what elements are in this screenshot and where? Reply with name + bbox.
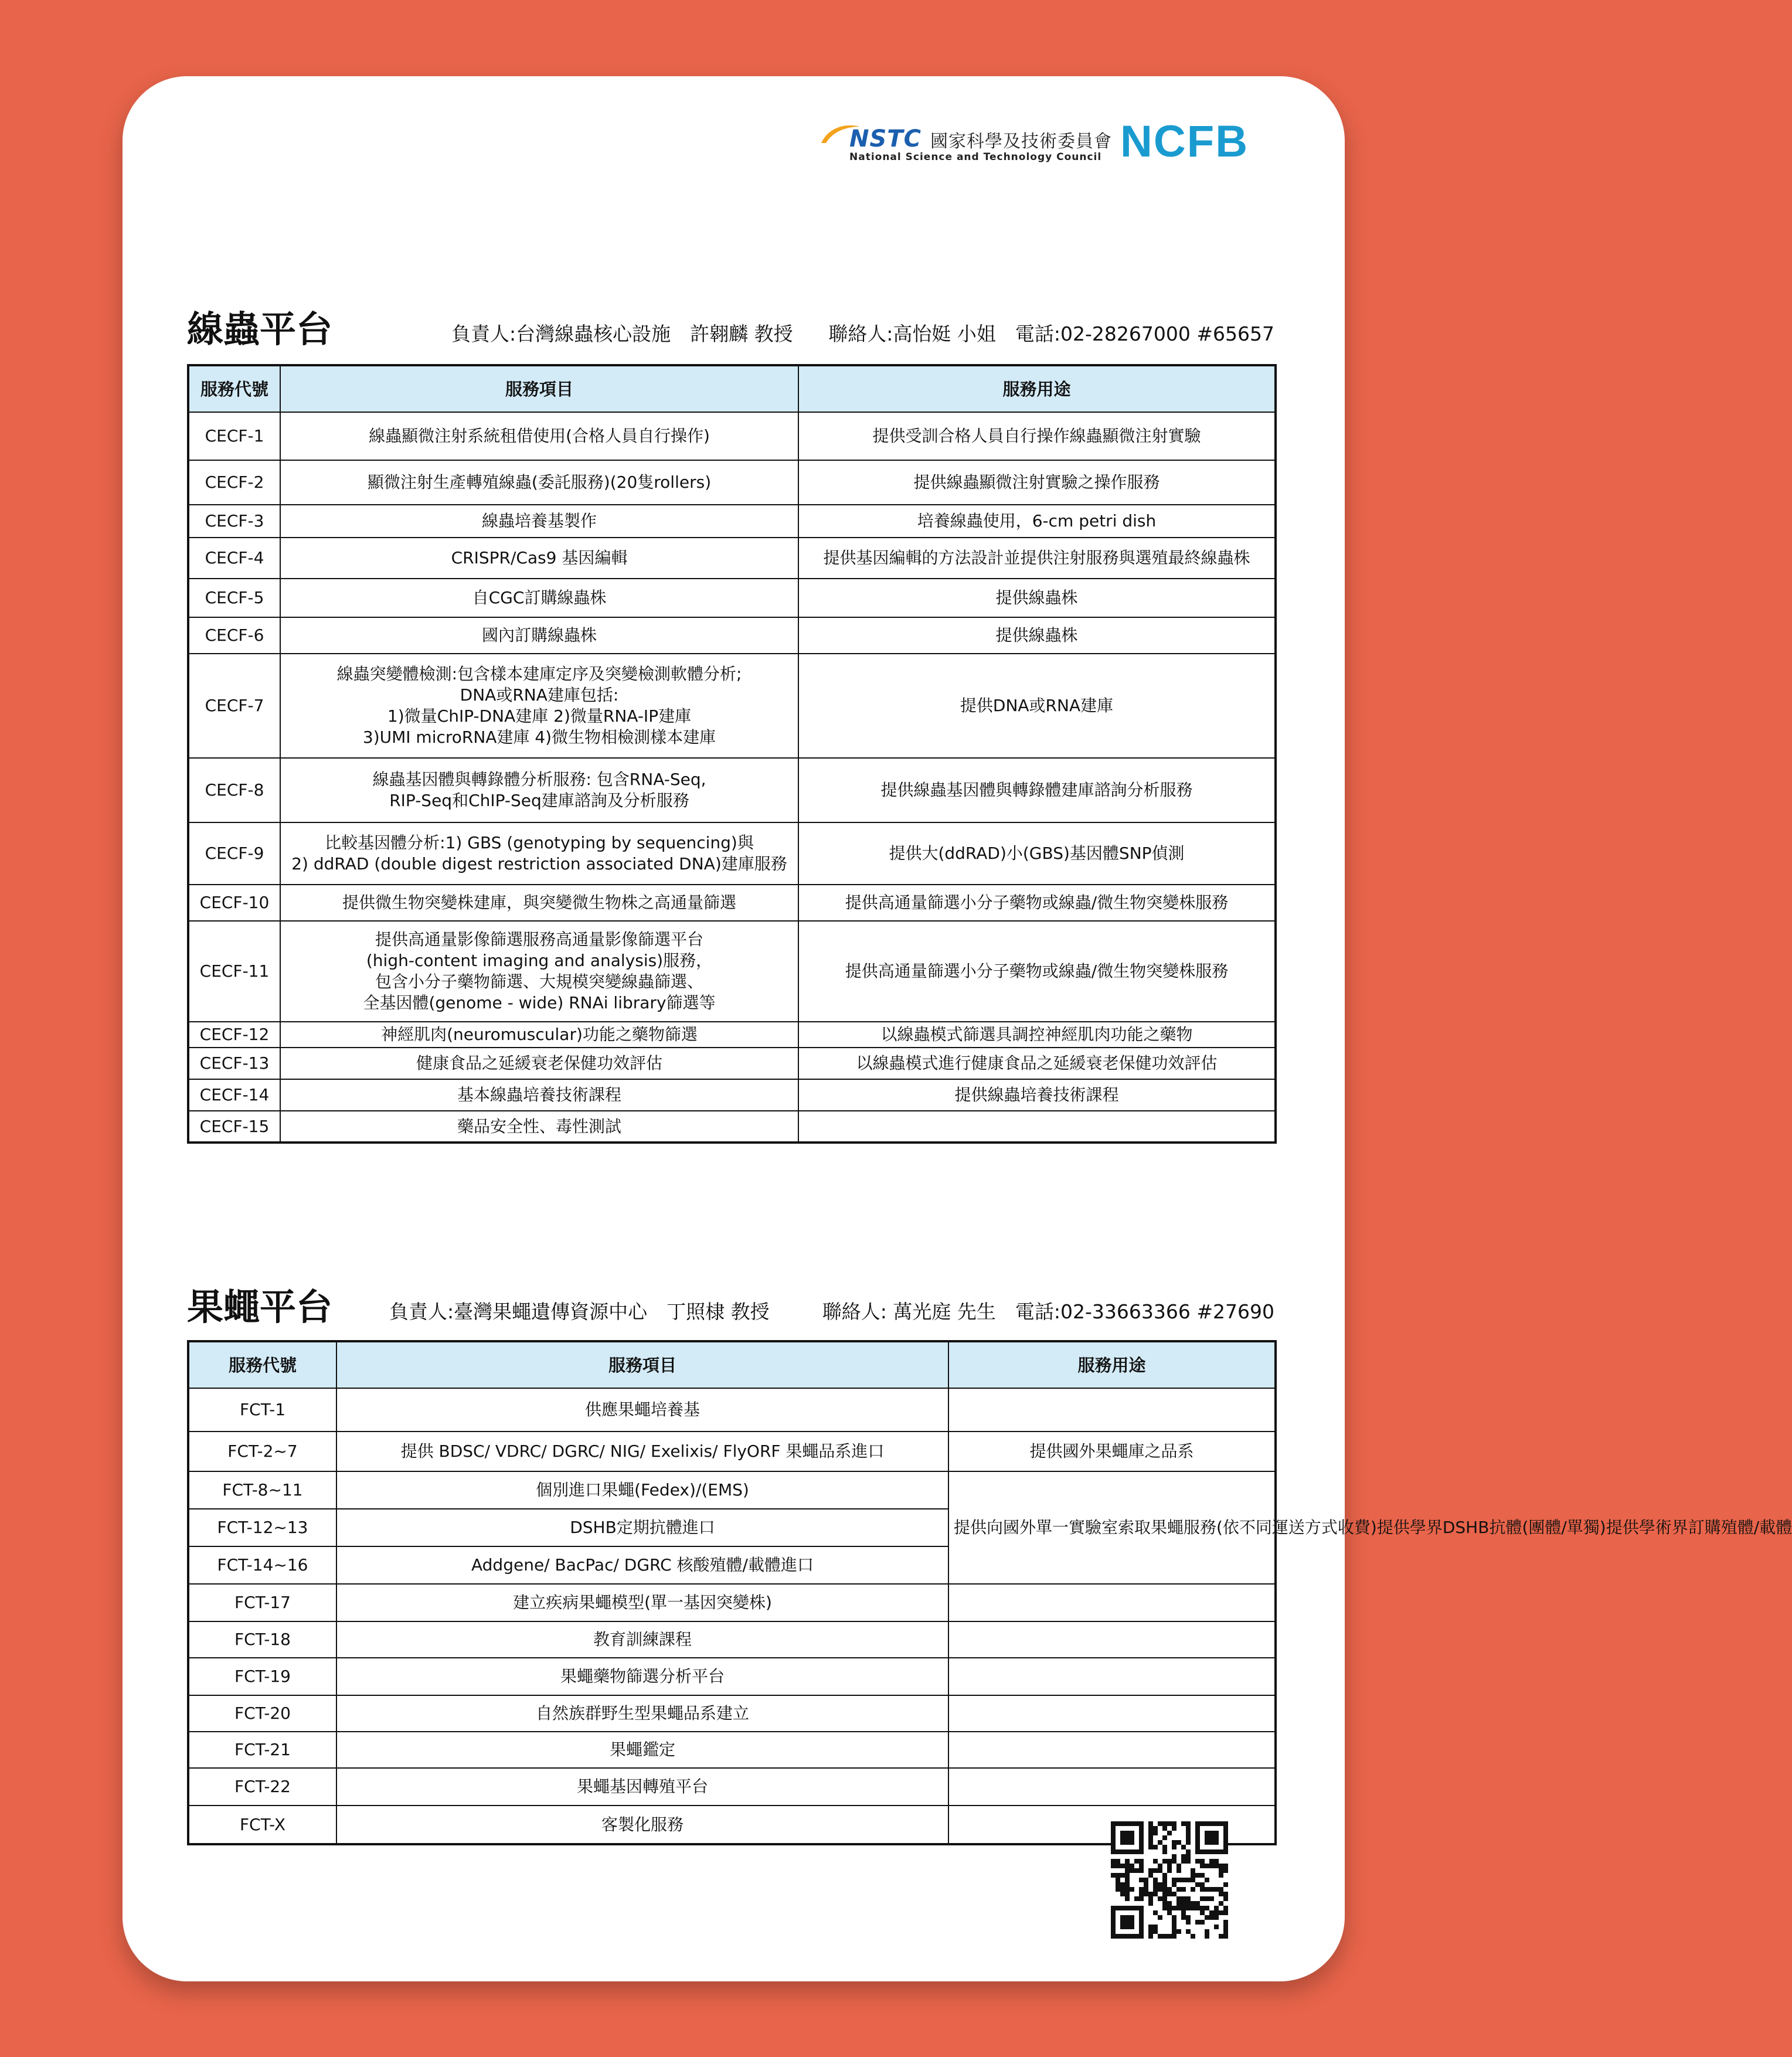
service-use xyxy=(798,505,1276,538)
service-item-line: 比較基因體分析:1) GBS (genotyping by sequencing)與 xyxy=(325,833,754,852)
service-item: DSHB定期抗體進口 xyxy=(336,1509,948,1546)
service-item: 提供 BDSC/ VDRC/ DGRC/ NIG/ Exelixis/ FlyORF 果蠅品系進口 xyxy=(336,1432,948,1471)
table-row xyxy=(188,921,1276,1022)
service-item-line: 1)微量ChIP-DNA建庫 2)微量RNA-IP建庫 xyxy=(387,706,692,726)
service-use xyxy=(798,1022,1276,1048)
table-row xyxy=(188,822,1276,885)
service-item xyxy=(280,921,798,1022)
service-use xyxy=(798,412,1276,460)
service-use xyxy=(798,758,1276,822)
service-item xyxy=(280,460,798,505)
service-item: 果蠅藥物篩選分析平台 xyxy=(336,1658,948,1695)
service-use-line: 提供DNA或RNA建庫 xyxy=(960,696,1114,715)
service-use xyxy=(798,885,1276,921)
service-use-line: 提供受訓合格人員自行操作線蟲顯微注射實驗 xyxy=(872,426,1201,446)
service-use xyxy=(948,1584,1276,1621)
service-code: CECF-2 xyxy=(188,460,280,505)
service-item-line: 2) ddRAD (double digest restriction associated DNA)建庫服務 xyxy=(291,854,787,873)
service-item-line: 自CGC訂購線蟲株 xyxy=(472,588,607,607)
service-code: FCT-20 xyxy=(188,1695,336,1732)
table-row xyxy=(188,1695,1276,1732)
service-code: FCT-22 xyxy=(188,1768,336,1806)
service-use xyxy=(948,1658,1276,1695)
service-use xyxy=(798,579,1276,617)
service-item: 供應果蠅培養基 xyxy=(336,1388,948,1432)
service-item-line: 線蟲顯微注射系統租借使用(合格人員自行操作) xyxy=(369,426,710,446)
table-row xyxy=(188,617,1276,654)
table-header-row xyxy=(188,365,1276,412)
service-use xyxy=(798,1079,1276,1111)
nstc-logo-text: NSTC xyxy=(849,125,921,152)
service-code: CECF-3 xyxy=(188,505,280,538)
service-use-line: 提供基因編輯的方法設計並提供注射服務與選殖最終線蟲株 xyxy=(823,548,1250,567)
service-item xyxy=(280,579,798,617)
service-use-line: 提供大(ddRAD)小(GBS)基因體SNP偵測 xyxy=(889,844,1185,863)
service-code: CECF-5 xyxy=(188,579,280,617)
table-row xyxy=(188,1621,1276,1658)
table-row xyxy=(188,1048,1276,1079)
service-use xyxy=(798,654,1276,758)
column-header-code: 服務代號 xyxy=(188,1341,336,1388)
worm-responsible: 負責人:台灣線蟲核心設施 許翱麟 教授 xyxy=(451,322,793,345)
column-header-use: 服務用途 xyxy=(798,365,1276,412)
qr-code-icon[interactable] xyxy=(1111,1821,1228,1939)
service-item-line: 顯微注射生產轉殖線蟲(委託服務)(20隻rollers) xyxy=(367,472,712,492)
table-row xyxy=(188,1111,1276,1143)
service-code: CECF-11 xyxy=(188,921,280,1022)
service-use-line: 提供線蟲基因體與轉錄體建庫諮詢分析服務 xyxy=(880,780,1193,800)
service-use-line: 培養線蟲使用，6-cm petri dish xyxy=(917,511,1157,531)
service-use-line: 提供線蟲株 xyxy=(995,588,1078,607)
service-code: CECF-1 xyxy=(188,412,280,460)
service-use xyxy=(948,1732,1276,1768)
service-item: 教育訓練課程 xyxy=(336,1621,948,1658)
service-item-line: CRISPR/Cas9 基因編輯 xyxy=(451,548,628,567)
service-use xyxy=(798,460,1276,505)
table-row xyxy=(188,1022,1276,1048)
service-item-line: 線蟲突變體檢測:包含樣本建庫定序及突變檢測軟體分析; xyxy=(336,664,742,684)
table-row xyxy=(188,1471,1276,1509)
service-code: CECF-8 xyxy=(188,758,280,822)
fly-contact: 聯絡人: 萬光庭 先生 電話:02-33663366 #27690 xyxy=(822,1300,1274,1323)
service-item-line: 神經肌肉(neuromuscular)功能之藥物篩選 xyxy=(381,1025,698,1044)
service-code: FCT-8~11 xyxy=(188,1471,336,1509)
service-item: 果蠅基因轉殖平台 xyxy=(336,1768,948,1806)
service-item xyxy=(280,885,798,921)
service-code: CECF-10 xyxy=(188,885,280,921)
service-code: CECF-12 xyxy=(188,1022,280,1048)
column-header-item: 服務項目 xyxy=(280,365,798,412)
service-use xyxy=(798,1111,1276,1143)
service-item: 果蠅鑑定 xyxy=(336,1732,948,1768)
service-code: FCT-17 xyxy=(188,1584,336,1621)
service-item: 個別進口果蠅(Fedex)/(EMS) xyxy=(336,1471,948,1509)
service-item xyxy=(280,654,798,758)
service-use-line: 提供高通量篩選小分子藥物或線蟲/微生物突變株服務 xyxy=(845,961,1229,981)
worm-contact: 聯絡人:高怡娗 小姐 電話:02-28267000 #65657 xyxy=(828,322,1274,345)
service-item-line: 提供微生物突變株建庫，與突變微生物株之高通量篩選 xyxy=(342,893,736,912)
service-item xyxy=(280,1048,798,1079)
service-item-line: 提供高通量影像篩選服務高通量影像篩選平台 xyxy=(375,930,703,949)
service-code: FCT-19 xyxy=(188,1658,336,1695)
worm-service-table xyxy=(187,364,1277,1144)
service-item-line: 健康食品之延緩衰老保健功效評估 xyxy=(416,1053,662,1073)
service-use: 提供國外果蠅庫之品系 xyxy=(948,1432,1276,1471)
service-code: CECF-13 xyxy=(188,1048,280,1079)
table-row xyxy=(188,1388,1276,1432)
column-header-code: 服務代號 xyxy=(188,365,280,412)
table-row xyxy=(188,412,1276,460)
service-use-line: 提供線蟲培養技術課程 xyxy=(954,1085,1119,1104)
table-header-row xyxy=(188,1341,1276,1388)
service-code: CECF-4 xyxy=(188,538,280,579)
service-item-line: 包含小分子藥物篩選、大規模突變線蟲篩選、 xyxy=(375,972,703,991)
service-item xyxy=(280,1079,798,1111)
flyer-card xyxy=(123,76,1792,1981)
service-item xyxy=(280,1111,798,1143)
service-code: CECF-15 xyxy=(188,1111,280,1143)
service-use xyxy=(798,822,1276,885)
service-item-line: 藥品安全性、毒性測試 xyxy=(457,1116,621,1136)
table-row xyxy=(188,1732,1276,1768)
service-use xyxy=(798,538,1276,579)
table-row xyxy=(188,1584,1276,1621)
service-use: 提供向國外單一實驗室索取果蠅服務(依不同運送方式收費)提供學界DSHB抗體(團體/單獨)提供學術界訂購殖體/載體 xyxy=(948,1471,1276,1584)
service-item-line: 全基因體(genome - wide) RNAi library篩選等 xyxy=(363,993,716,1012)
service-item xyxy=(280,505,798,538)
service-code: FCT-2~7 xyxy=(188,1432,336,1471)
service-item xyxy=(280,758,798,822)
service-item-line: RIP-Seq和ChIP-Seq建庫諮詢及分析服務 xyxy=(389,791,689,810)
service-use xyxy=(948,1768,1276,1806)
ncfb-logo: NCFB xyxy=(1120,117,1249,166)
service-code: CECF-14 xyxy=(188,1079,280,1111)
nstc-name-cn: 國家科學及技術委員會 xyxy=(930,131,1112,152)
column-header-item: 服務項目 xyxy=(336,1341,948,1388)
service-item xyxy=(280,538,798,579)
table-row xyxy=(188,1768,1276,1806)
service-code: CECF-6 xyxy=(188,617,280,654)
table-row xyxy=(188,1658,1276,1695)
column-header-use: 服務用途 xyxy=(948,1341,1276,1388)
service-use xyxy=(798,1048,1276,1079)
service-item xyxy=(280,1022,798,1048)
service-code: FCT-1 xyxy=(188,1388,336,1432)
service-code: CECF-9 xyxy=(188,822,280,885)
service-item-line: 3)UMI microRNA建庫 4)微生物相檢測樣本建庫 xyxy=(362,727,716,747)
table-row xyxy=(188,505,1276,538)
fly-service-table xyxy=(187,1340,1792,1845)
service-use xyxy=(948,1695,1276,1732)
service-code: FCT-18 xyxy=(188,1621,336,1658)
fly-responsible: 負責人:臺灣果蠅遺傳資源中心 丁照棣 教授 xyxy=(389,1300,770,1323)
header-logos xyxy=(820,116,1289,169)
table-row xyxy=(188,758,1276,822)
table-row xyxy=(188,579,1276,617)
table-row xyxy=(188,1432,1276,1471)
service-use xyxy=(948,1621,1276,1658)
worm-section-header xyxy=(187,300,1274,351)
table-row xyxy=(188,538,1276,579)
service-code: FCT-X xyxy=(188,1806,336,1844)
service-item-line: (high-content imaging and analysis)服務， xyxy=(366,951,713,970)
service-item-line: 國內訂購線蟲株 xyxy=(481,625,597,645)
service-code: CECF-7 xyxy=(188,654,280,758)
service-item xyxy=(280,617,798,654)
service-use-line: 提供線蟲株 xyxy=(995,625,1078,645)
service-use-line: 提供高通量篩選小分子藥物或線蟲/微生物突變株服務 xyxy=(845,893,1229,912)
service-item: 自然族群野生型果蠅品系建立 xyxy=(336,1695,948,1732)
table-row xyxy=(188,654,1276,758)
service-use-line: 提供線蟲顯微注射實驗之操作服務 xyxy=(913,472,1160,492)
service-code: FCT-21 xyxy=(188,1732,336,1768)
service-item-line: DNA或RNA建庫包括: xyxy=(460,685,619,705)
table-row xyxy=(188,1079,1276,1111)
fly-section-title: 果蠅平台 xyxy=(187,1286,333,1328)
fly-section-header xyxy=(187,1278,1274,1328)
table-row xyxy=(188,885,1276,921)
service-item: 客製化服務 xyxy=(336,1806,948,1844)
service-code: FCT-14~16 xyxy=(188,1546,336,1584)
service-use xyxy=(798,921,1276,1022)
service-use-line: 以線蟲模式進行健康食品之延緩衰老保健功效評估 xyxy=(856,1053,1218,1073)
service-item: 建立疾病果蠅模型(單一基因突變株) xyxy=(336,1584,948,1621)
service-use xyxy=(948,1388,1276,1432)
service-item xyxy=(280,412,798,460)
service-item-line: 基本線蟲培養技術課程 xyxy=(457,1085,621,1104)
worm-section-title: 線蟲平台 xyxy=(187,308,333,351)
service-use-line: 以線蟲模式篩選具調控神經肌肉功能之藥物 xyxy=(880,1025,1193,1044)
service-item-line: 線蟲培養基製作 xyxy=(481,511,597,531)
service-item xyxy=(280,822,798,885)
nstc-name-en: National Science and Technology Council xyxy=(849,151,1102,163)
table-row xyxy=(188,460,1276,505)
service-use xyxy=(798,617,1276,654)
service-item: Addgene/ BacPac/ DGRC 核酸殖體/載體進口 xyxy=(336,1546,948,1584)
service-code: FCT-12~13 xyxy=(188,1509,336,1546)
service-item-line: 線蟲基因體與轉錄體分析服務: 包含RNA-Seq, xyxy=(372,770,706,789)
